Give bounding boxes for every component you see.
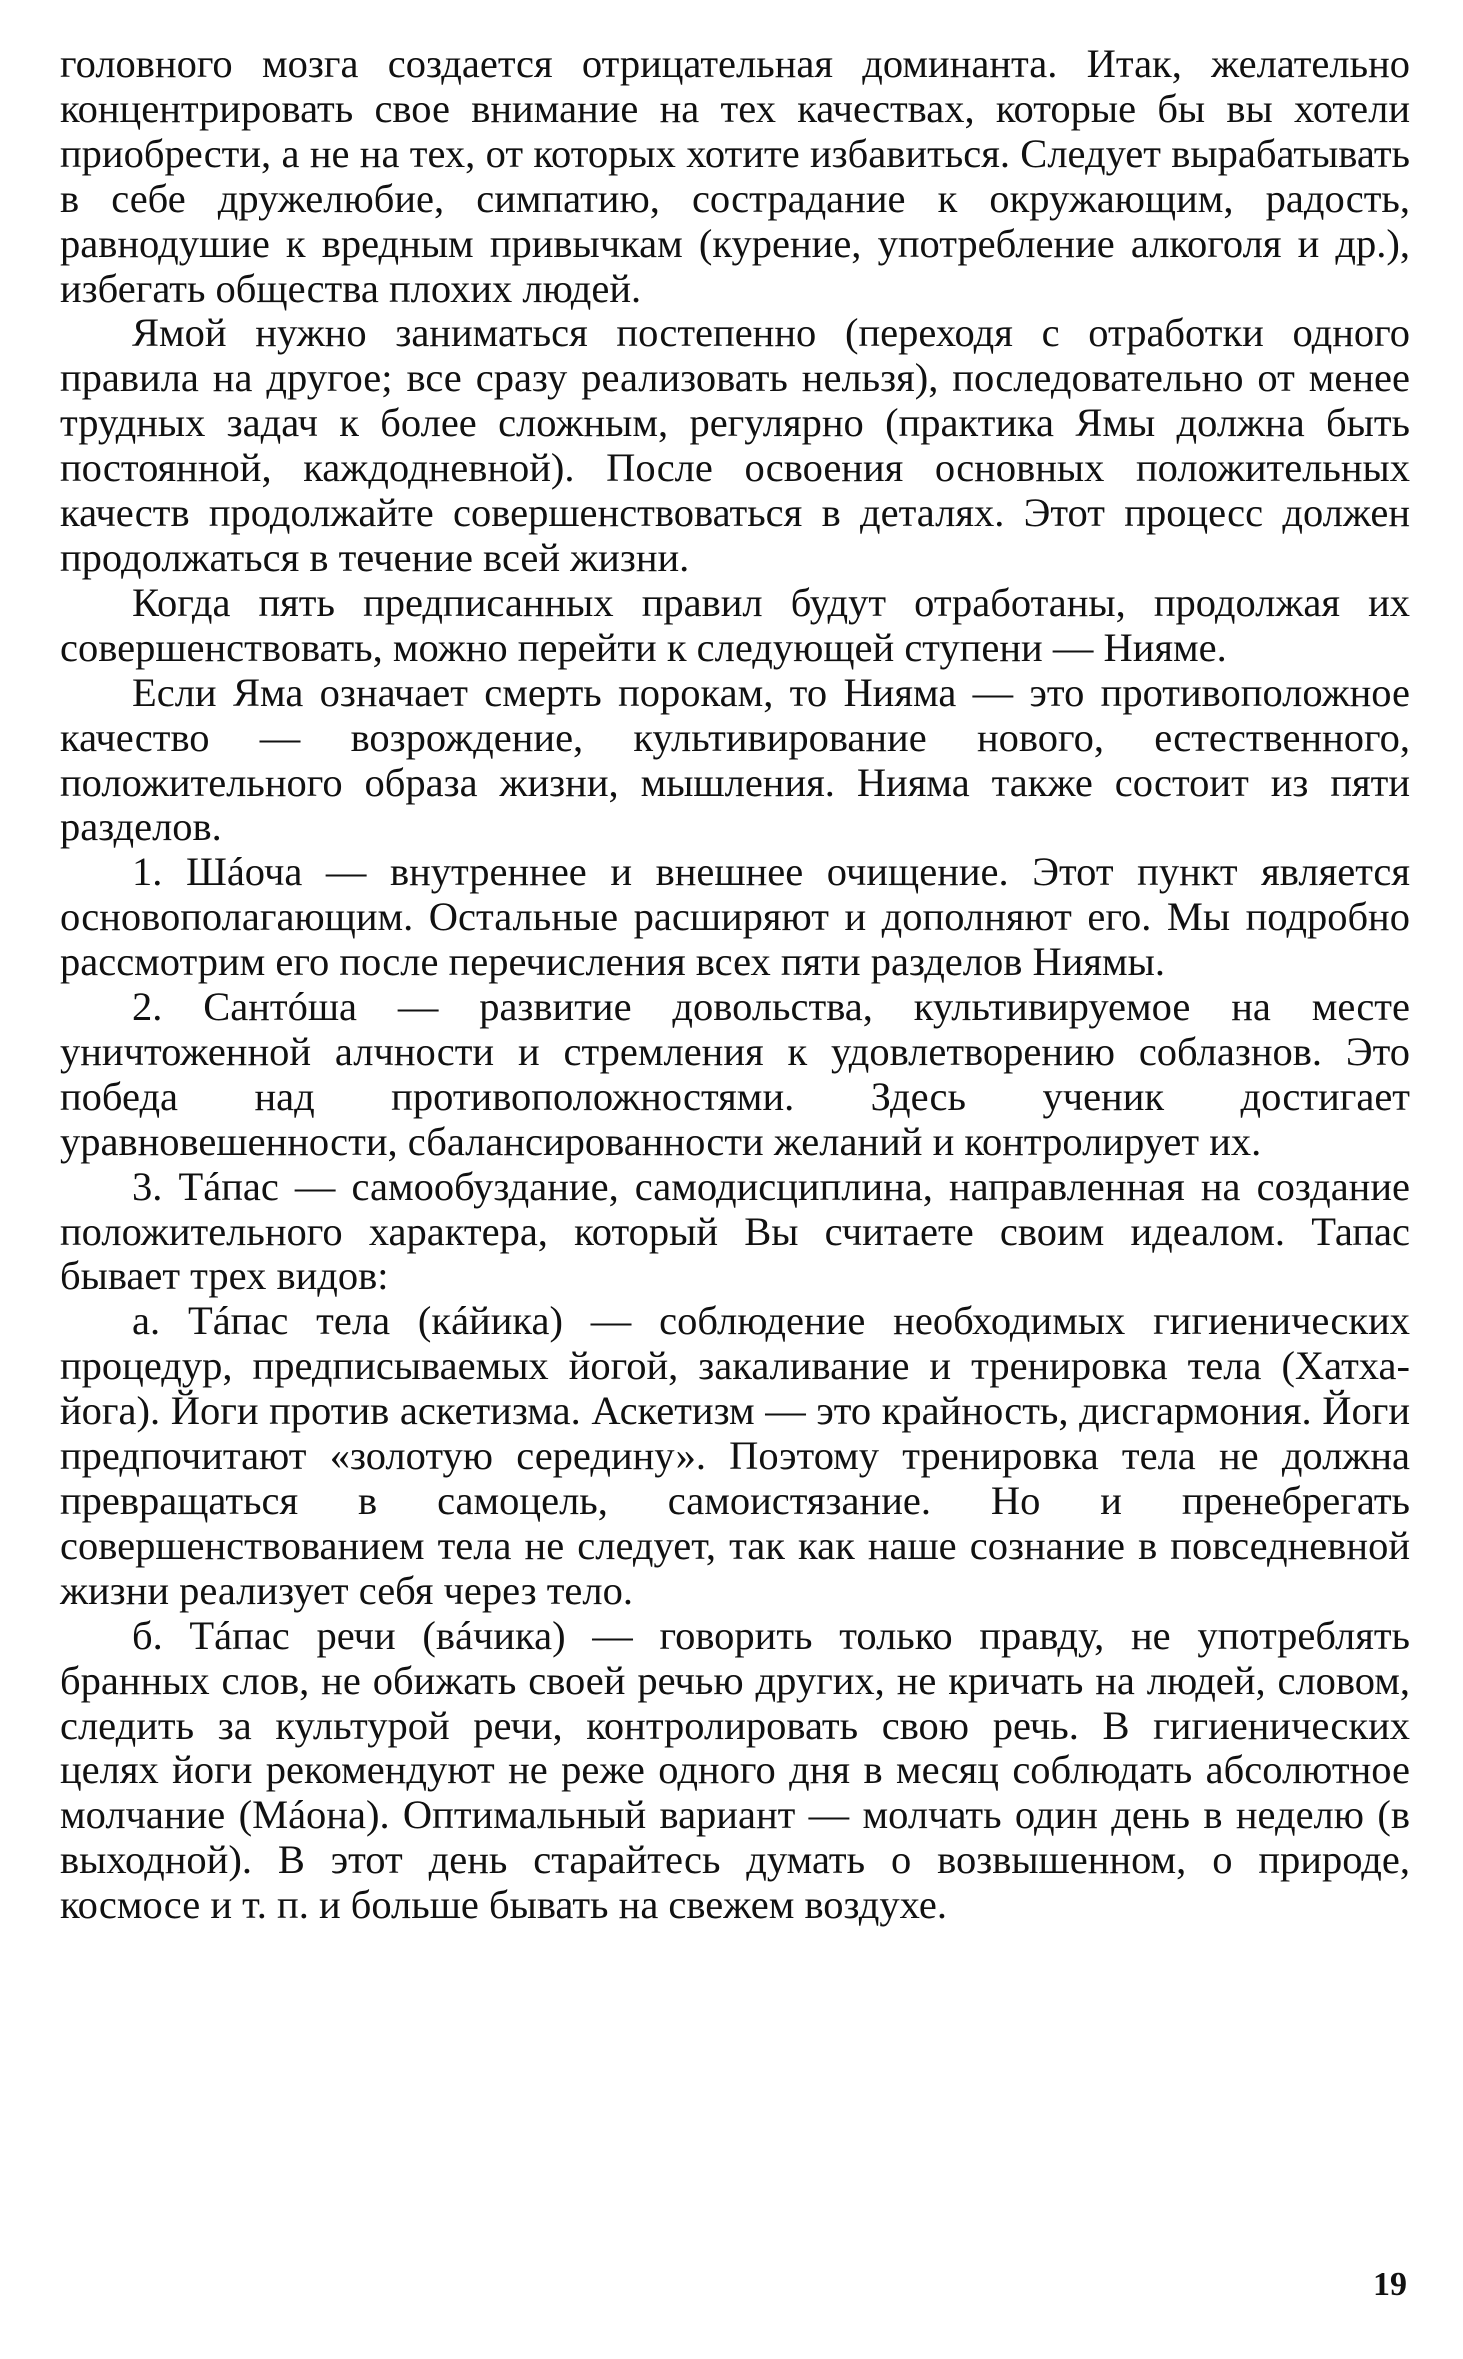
paragraph-continuation: головного мозга создается отрицательная доминанта. Итак, желательно концентрировать свое внимание на тех качествах, которые бы вы хотели приобрести, а не на тех, от которых хотите избавиться. Следует вырабатывать в себе дружелюбие, симпатию, сострадание к окружающим, радость, равнодушие к вредным привычкам (курение, употребление алкоголя и др.), избегать общества плохих людей.	[60, 41, 1410, 311]
paragraph-tapas-speech: б. Тáпас речи (вáчика) — говорить только правду, не употреблять бранных слов, не обижать своей речью других, не кричать на людей, словом, следить за культурой речи, контролировать свою речь. В гигиенических целях йоги рекомендуют не реже одного дня в месяц соблюдать абсолютное молчание (Мáона). Оптимальный вариант — молчать один день в неделю (в выходной). В этот день старайтесь думать о возвышенном, о природе, космосе и т. п. и больше бывать на свежем воздухе.	[60, 1612, 1410, 1928]
page-body	[60, 42, 1410, 1928]
page-number: 19	[1373, 2266, 1407, 2303]
paragraph-tapas-body: а. Тáпас тела (кáйика) — соблюдение необходимых гигиенических процедур, предписываемых йогой, закаливание и тренировка тела (Хатха-йога). Йоги против аскетизма. Аскетизм — это крайность, дисгармония. Йоги предпочитают «золотую середину». Поэтому тренировка тела не должна превращаться в самоцель, самоистязание. Но и пренебрегать совершенствованием тела не следует, так как наше сознание в повседневной жизни реализует себя через тело.	[60, 1298, 1410, 1613]
paragraph-shaucha: 1. Шáоча — внутреннее и внешнее очищение. Этот пункт является основополагающим. Остальные расширяют и дополняют его. Мы подробно рассмотрим его после перечисления всех пяти разделов Ниямы.	[60, 849, 1410, 985]
paragraph-tapas: 3. Тáпас — самообуздание, самодисциплина, направленная на создание положительного характера, который Вы считаете своим идеалом. Тапас бывает трех видов:	[60, 1163, 1410, 1299]
paragraph-next-step: Когда пять предписанных правил будут отработаны, продолжая их совершенствовать, можно перейти к следующей ступени — Нияме.	[60, 579, 1410, 670]
paragraph-niyama-intro: Если Яма означает смерть порокам, то Нияма — это противоположное качество — возрождение, культивирование нового, естественного, положительного образа жизни, мышления. Нияма также состоит из пяти разделов.	[60, 669, 1410, 850]
paragraph-yama-practice: Ямой нужно заниматься постепенно (переходя с отработки одного правила на другое; все сразу реализовать нельзя), последовательно от менее трудных задач к более сложным, регулярно (практика Ямы должна быть постоянной, каждодневной). После освоения основных положительных качеств продолжайте совершенствоваться в деталях. Этот процесс должен продолжаться в течение всей жизни.	[60, 310, 1410, 580]
paragraph-santosha: 2. Сантóша — развитие довольства, культивируемое на месте уничтоженной алчности и стремления к удовлетворению соблазнов. Это победа над противоположностями. Здесь ученик достигает уравновешенности, сбалансированности желаний и контролирует их.	[60, 984, 1410, 1164]
